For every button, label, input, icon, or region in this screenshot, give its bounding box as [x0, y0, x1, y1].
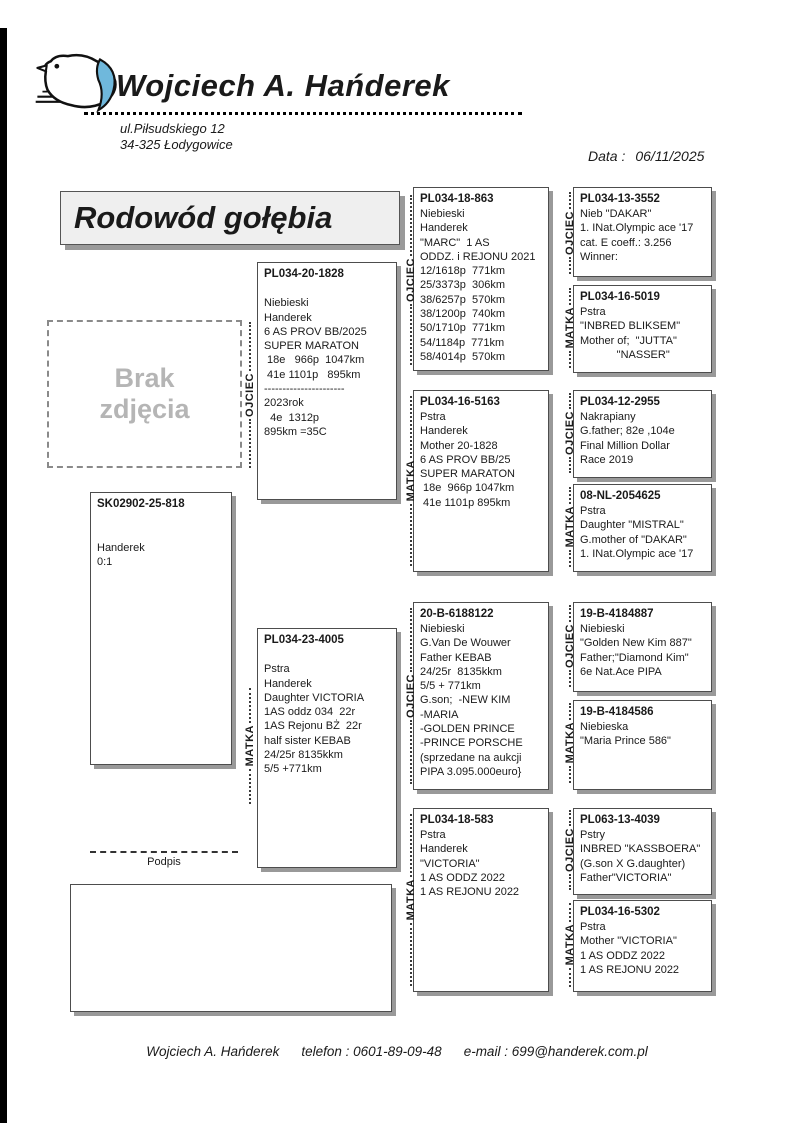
dotted-connector	[569, 192, 571, 209]
relation-label-text: OJCIEC	[564, 624, 576, 668]
dotted-connector	[569, 457, 571, 473]
dotted-connector	[410, 504, 412, 566]
owner-name: Wojciech A. Hańderek	[116, 68, 450, 103]
relation-label-text: OJCIEC	[564, 828, 576, 872]
dotted-connector	[569, 874, 571, 890]
relation-label-text: MATKA	[405, 879, 417, 921]
dotted-connector	[569, 605, 571, 622]
relation-label-father	[562, 605, 578, 687]
pedigree-box-mmf	[573, 808, 712, 895]
relation-label-text: MATKA	[564, 506, 576, 548]
dotted-connector	[410, 814, 412, 877]
ring-number: PL034-16-5163	[420, 396, 500, 408]
dotted-connector	[569, 670, 571, 687]
relation-label-text: OJCIEC	[244, 373, 256, 417]
bird-details: Niebieski G.Van De Wouwer Father KEBAB 24/25r 8135kkm 5/5 + 771km G.son; -NEW KIM -MARIA -GOLDEN PRINCE -PRINCE PORSCHE (sprzedane na aukcji PIPA 3.095.000euro}	[420, 622, 523, 778]
bird-details: Pstra Handerek Daughter VICTORIA 1AS oddz 034 22r 1AS Rejonu BŻ 22r half sister KEBAB 24/25r 8135kkm 5/5 +771km	[264, 663, 365, 776]
signature-label: Podpis	[147, 856, 181, 868]
relation-label-father	[562, 810, 578, 890]
dotted-connector	[410, 923, 412, 986]
pedigree-box-fm	[413, 390, 549, 572]
signature-line	[90, 851, 238, 853]
dotted-connector	[249, 769, 251, 804]
ring-number: PL034-16-5302	[580, 906, 660, 918]
ring-number: 20-B-6188122	[420, 608, 494, 620]
relation-label-text: MATKA	[564, 307, 576, 349]
footer-owner: Wojciech A. Hańderek	[146, 1044, 280, 1059]
dotted-connector	[410, 304, 412, 365]
photo-placeholder	[47, 320, 242, 468]
dotted-underline	[84, 112, 522, 115]
dotted-connector	[410, 396, 412, 458]
dotted-connector	[569, 487, 571, 504]
page-edge-bar	[0, 28, 7, 1123]
bird-details: Pstry INBRED "KASSBOERA" (G.son X G.daughter) Father"VICTORIA"	[580, 828, 701, 884]
relation-label-father	[403, 195, 419, 365]
relation-label-father	[403, 608, 419, 784]
pedigree-box-mmm	[573, 900, 712, 992]
bird-details: Niebieski Handerek 6 AS PROV BB/2025 SUPER MARATON 18e 966p 1047km 41e 1101p 895km ---------------------- 2023rok 4e 1312p 895km =35C	[264, 297, 367, 438]
relation-label-text: OJCIEC	[405, 258, 417, 302]
pedigree-box-fmf	[573, 390, 712, 478]
owner-address	[120, 121, 233, 154]
notes-box	[70, 884, 392, 1012]
ring-number: 08-NL-2054625	[580, 490, 661, 502]
relation-label-father	[562, 393, 578, 473]
dotted-connector	[410, 195, 412, 256]
pedigree-box-mf	[413, 602, 549, 790]
pedigree-box-ff	[413, 187, 549, 371]
dotted-connector	[569, 288, 571, 305]
ring-number: PL034-16-5019	[580, 291, 660, 303]
bird-details: Niebieska "Maria Prince 586"	[580, 720, 671, 748]
ring-number: PL063-13-4039	[580, 814, 660, 826]
bird-details: Handerek 0:1	[97, 541, 145, 568]
pedigree-box-fff	[573, 187, 712, 277]
footer-contact	[0, 1044, 794, 1059]
ring-number: PL034-20-1828	[264, 268, 344, 280]
relation-label-mother	[242, 688, 258, 804]
bird-details: Pstra Mother "VICTORIA" 1 AS ODDZ 2022 1 AS REJONU 2022	[580, 920, 680, 976]
pedigree-box-father	[257, 262, 397, 500]
dotted-connector	[569, 968, 571, 987]
pedigree-box-mm	[413, 808, 549, 992]
relation-label-mother	[403, 396, 419, 566]
relation-label-text: MATKA	[564, 722, 576, 764]
relation-label-mother	[562, 703, 578, 783]
bird-details: Nieb "DAKAR" 1. INat.Olympic ace '17 cat. E coeff.: 3.256 Winner:	[580, 207, 694, 263]
ring-number: PL034-18-583	[420, 814, 494, 826]
pedigree-box-ffm	[573, 285, 712, 373]
bird-details: Pstra Handerek Mother 20-1828 6 AS PROV BB/25 SUPER MARATON 18e 966p 1047km 41e 1101p 895km	[420, 410, 515, 509]
photo-placeholder-line1: Brak	[114, 362, 175, 393]
date-label: Data :	[588, 148, 626, 164]
document-title-box	[60, 191, 400, 245]
relation-label-father	[562, 192, 578, 274]
pedigree-box-subject	[90, 492, 232, 765]
relation-label-father	[242, 322, 258, 468]
dotted-connector	[410, 608, 412, 672]
bird-details: Pstra "INBRED BLIKSEM" Mother of; "JUTTA" "NASSER"	[580, 305, 681, 361]
address-line-1: ul.Piłsudskiego 12	[120, 121, 225, 136]
ring-number: 19-B-4184887	[580, 608, 654, 620]
pedigree-box-mff	[573, 602, 712, 692]
dotted-connector	[569, 393, 571, 409]
dotted-connector	[569, 703, 571, 720]
address-line-2: 34-325 Łodygowice	[120, 137, 233, 153]
bird-details: Pstra Handerek "VICTORIA" 1 AS ODDZ 2022 1 AS REJONU 2022	[420, 828, 520, 899]
bird-details: Pstra Daughter "MISTRAL" G.mother of "DAKAR" 1. INat.Olympic ace '17	[580, 504, 694, 560]
relation-label-mother	[562, 487, 578, 567]
relation-label-mother	[562, 903, 578, 987]
dotted-connector	[569, 903, 571, 922]
dotted-connector	[249, 688, 251, 723]
footer-email: e-mail : 699@handerek.com.pl	[463, 1044, 648, 1059]
pedigree-box-mfm	[573, 700, 712, 790]
bird-details: Nakrapiany G.father; 82e ,104e Final Million Dollar Race 2019	[580, 410, 675, 466]
ring-number: PL034-23-4005	[264, 634, 344, 646]
relation-label-text: OJCIEC	[564, 211, 576, 255]
date-line	[588, 148, 704, 164]
bird-details: Niebieski "Golden New Kim 887" Father;"Diamond Kim" 6e Nat.Ace PIPA	[580, 622, 692, 678]
dotted-connector	[569, 810, 571, 826]
dotted-connector	[569, 766, 571, 783]
photo-placeholder-line2: zdjęcia	[99, 394, 190, 424]
relation-label-text: OJCIEC	[564, 411, 576, 455]
footer-phone: telefon : 0601-89-09-48	[301, 1044, 442, 1059]
ring-number: PL034-13-3552	[580, 193, 660, 205]
dotted-connector	[249, 419, 251, 468]
relation-label-mother	[403, 814, 419, 986]
ring-number: PL034-12-2955	[580, 396, 660, 408]
dotted-connector	[410, 720, 412, 784]
relation-label-text: MATKA	[564, 924, 576, 966]
relation-label-mother	[562, 288, 578, 368]
page-title: Rodowód gołębia	[74, 200, 333, 235]
dotted-connector	[249, 322, 251, 371]
ring-number: 19-B-4184586	[580, 706, 654, 718]
pedigree-box-mother	[257, 628, 397, 868]
relation-label-text: OJCIEC	[405, 674, 417, 718]
relation-label-text: MATKA	[244, 725, 256, 767]
pedigree-box-fmm	[573, 484, 712, 572]
dotted-connector	[569, 550, 571, 567]
ring-number: SK02902-25-818	[97, 498, 185, 510]
dotted-connector	[569, 351, 571, 368]
ring-number: PL034-18-863	[420, 193, 494, 205]
relation-label-text: MATKA	[405, 460, 417, 502]
dotted-connector	[569, 257, 571, 274]
bird-details: Niebieski Handerek "MARC" 1 AS ODDZ. i REJONU 2021 12/1618p 771km 25/3373p 306km 38/6257p 570km 38/1200p 740km 50/1710p 771km 54/1184p 771km 58/4014p 570km	[420, 207, 536, 363]
date-value: 06/11/2025	[635, 148, 705, 164]
